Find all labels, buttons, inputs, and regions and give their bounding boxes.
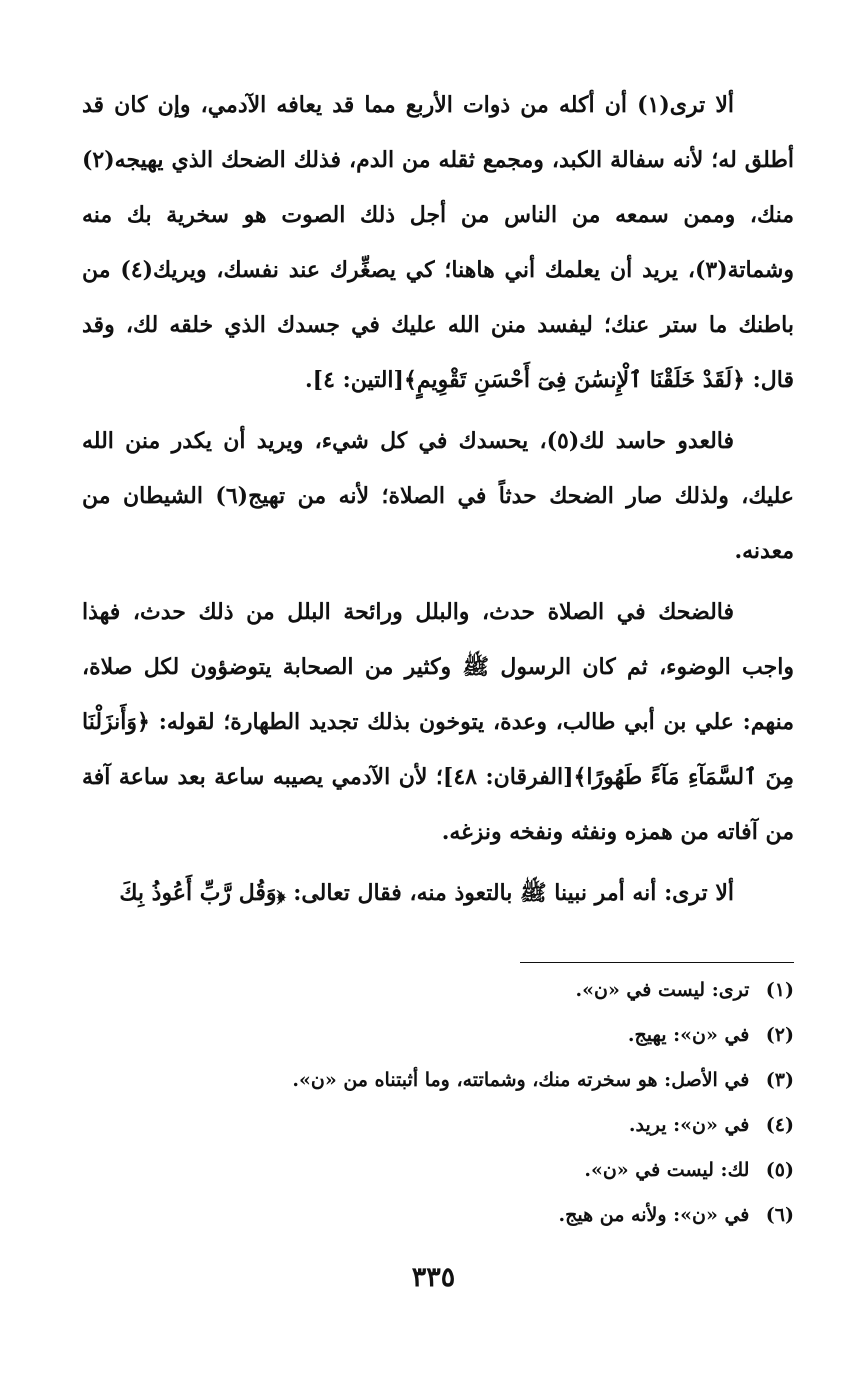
footnote: [82, 1193, 794, 1238]
paragraph: فالضحك في الصلاة حدث، والبلل ورائحة البلل من ذلك حدث، فهذا واجب الوضوء، ثم كان الرسول ﷺ وكثير من الصحابة يتوضؤون لكل صلاة، منهم: علي بن أبي طالب، وعدة، يتوخون بذلك تجديد الطهارة؛ لقوله: ﴿وَأَنزَلْنَا مِنَ ٱلسَّمَآءِ مَآءً طَهُورًا﴾[الفرقان: ٤٨]؛ لأن الآدمي يصيبه ساعة بعد ساعة آفة من آفاته من همزه ونفثه ونفخه ونزغه.: [82, 599, 794, 845]
footnote-number: (٤): [765, 1114, 794, 1136]
footnote: [82, 1013, 794, 1058]
footnote-text: في الأصل: هو سخرته منك، وشماتته، وما أثبتناه من «ن».: [292, 1069, 750, 1091]
footnote-text: لك: ليست في «ن».: [584, 1159, 750, 1181]
footnote: [82, 1148, 794, 1193]
main-text: [82, 78, 794, 921]
footnote-number: (٦): [765, 1204, 794, 1226]
footnote: [82, 1103, 794, 1148]
footnote-text: في «ن»: يريد.: [628, 1114, 750, 1136]
footnote: [82, 1058, 794, 1103]
footnote-text: ترى: ليست في «ن».: [575, 979, 750, 1001]
footnote: [82, 968, 794, 1013]
paragraph: فالعدو حاسد لك(٥)، يحسدك في كل شيء، ويريد أن يكدر منن الله عليك، ولذلك صار الضحك حدثاً في الصلاة؛ لأنه من تهيج(٦) الشيطان من معدنه.: [82, 428, 795, 564]
page-number: ٣٣٥: [411, 1262, 456, 1293]
footnote-number: (١): [765, 979, 794, 1001]
paragraph: ألا ترى(١) أن أكله من ذوات الأربع مما قد يعافه الآدمي، وإن كان قد أطلق له؛ لأنه سفالة الكبد، ومجمع ثقله من الدم، فذلك الضحك الذي يهيجه(٢) منك، وممن سمعه من الناس من أجل ذلك الصوت هو سخرية بك منه وشماتة(٣)، يريد أن يعلمك أني هاهنا؛ كي يصغِّرك عند نفسك، ويريك(٤) من باطنك ما ستر عنك؛ ليفسد منن الله عليك في جسدك الذي خلقه لك، وقد قال: ﴿لَقَدْ خَلَقْنَا ٱلْإِنسَٰنَ فِىٓ أَحْسَنِ تَقْوِيمٍ﴾[التين: ٤].: [82, 92, 794, 393]
footnote-text: في «ن»: يهيج.: [627, 1024, 750, 1046]
footnote-text: في «ن»: ولأنه من هيج.: [558, 1204, 750, 1226]
footnote-number: (٢): [765, 1024, 794, 1046]
footnote-divider: [520, 962, 794, 963]
footnote-number: (٥): [765, 1159, 794, 1181]
paragraph: ألا ترى: أنه أمر نبينا ﷺ بالتعوذ منه، فقال تعالى: ﴿وَقُل رَّبِّ أَعُوذُ بِكَ: [119, 880, 734, 906]
footnotes: [82, 968, 794, 1238]
footnote-number: (٣): [765, 1069, 794, 1091]
